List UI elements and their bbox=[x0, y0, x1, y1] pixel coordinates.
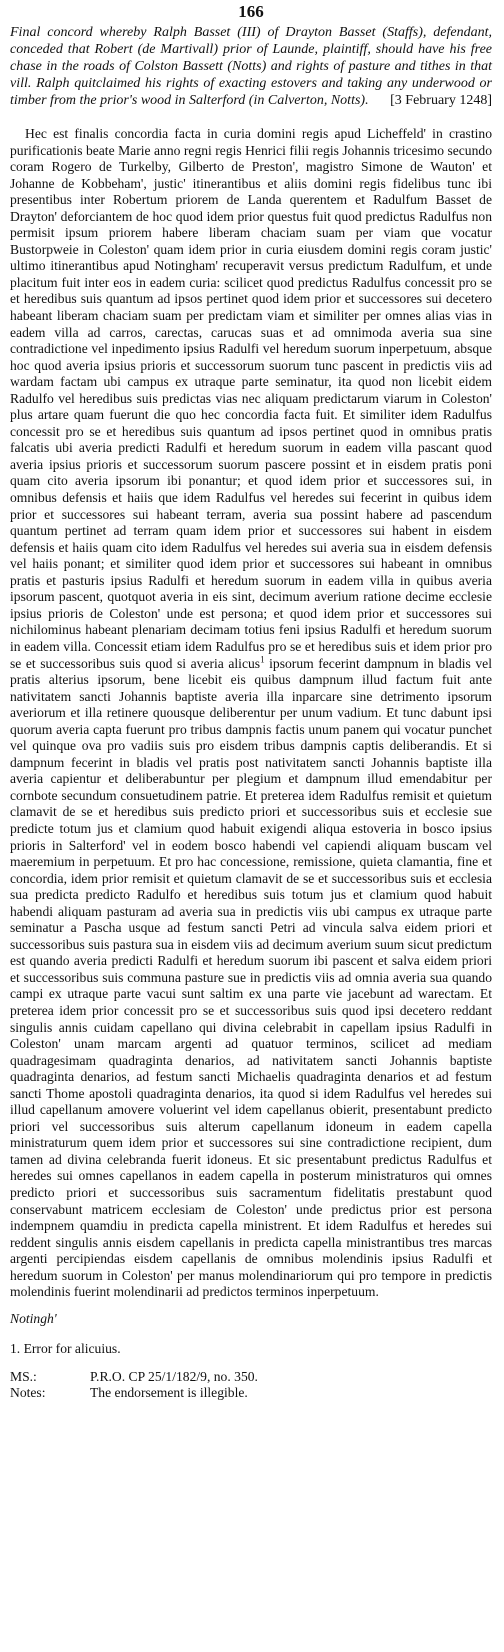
footnote-reference: 1 bbox=[260, 653, 265, 664]
notes-label: Notes: bbox=[10, 1384, 46, 1400]
source-metadata bbox=[10, 1369, 492, 1401]
ms-row bbox=[10, 1369, 492, 1385]
document-summary bbox=[10, 24, 492, 109]
document-date: [3 February 1248] bbox=[390, 93, 492, 108]
notes-row bbox=[10, 1385, 492, 1401]
ms-value: P.R.O. CP 25/1/182/9, no. 350. bbox=[90, 1368, 258, 1384]
charter-text bbox=[10, 126, 492, 1301]
notes-value: The endorsement is illegible. bbox=[90, 1384, 248, 1400]
footnote: 1. Error for alicuius. bbox=[10, 1340, 121, 1356]
charter-text-part-1: Hec est finalis concordia facta in curia domini regis apud Licheffeld' in crastino purificationis beate Marie anno regni regis Henrici filii regis Johannis tricesimo secundo coram Rogero de Turkelby, Gilberto de Preston', magistro Simone de Wauton' et Johanne de Kobbeham', justic' itinerantibus et aliis domini regis fidelibus tunc ibi presentibus inter Robertum priorem de Landa querentem et Radulfum Basset de Drayton' deforciantem de hoc quod idem prior questus fuit quod predictus Radulfus non permisit ipsum priorem habere liberam chaciam suam per viam que vocatur Bustorpweie in Coleston' quam idem prior in curia eiusdem domini regis coram justic' ultimo itinerantibus apud Notingham' recuperavit versus predictum Radulfum, et unde placitum fuit inter eos in eadem curia: scilicet quod predictus Radulfus concessit pro se et heredibus suis quantum ad ipsos pertinet quod idem prior et successores sui decetero habeant liberam chaciam suam per predictam viam et similiter per omnes alias vias in eadem villa ad carros, carectas, carucas suas et ad omnimoda averia sua sine contradictione vel inpedimento ipsius Radulfi vel heredum suorum inperpetuum, absque hoc quod averia ipsius prioris et successorum suorum tunc pascent in predictis viis ad wardam factam ubi campus ex utraque parte seminatur, ita quod non licebit eidem Radulfo vel heredibus suis predictas vias nec aliquam predictarum viarum in Coleston' plus artare quam fuerunt die quo hec concordia facta fuit. Et similiter idem Radulfus concessit pro se et heredibus suis quantum ad ipsos pertinet quod in omnibus pratis falcatis ubi averia predicti Radulfi et heredum suorum in eadem villa pascant quod averia ipsius prioris et successorum suorum pascere possint et in eisdem pratis poni quam cito averia ipsorum ibi ponantur; et quod idem prior et successores sui, in omnibus defensis et haiis que idem Radulfus vel heredes sui fecerint in quibus idem prior et successores sui habeant terram, averia sua possint habere ad pascendum quantum pertinet ad terram quam idem prior et successores sui habent in eisdem defensis et haiis quam cito idem Radulfus vel heredes sui averia sua in eisdem defensis vel haiis ponant; et similiter quod idem prior et successores sui habeant in omnibus pratis et pasturis ipsius Radulfi et heredum suorum in eadem villa in quibus averia ipsorum pascent, quotquot averia in eis sint, decimum averium ratione decime ecclesie ipsius prioris de Coleston' unde est persona; et quod idem prior et successores sui nichilominus habeant plenariam decimam totius feni ipsius Radulfi et heredum suorum in eadem villa. Concessit etiam idem Radulfus pro se et heredibus suis et idem prior pro se et successoribus suis quod si averia alicus bbox=[10, 126, 492, 671]
ms-label: MS.: bbox=[10, 1368, 37, 1384]
summary-text: Final concord whereby Ralph Basset (III) of Drayton Basset (Staffs), defendant, conceded that Robert (de Martivall) prior of Launde, plaintiff, should have his free chase in the roads of Colston Bassett (Notts) and rights of pasture and tithes in that vill. Ralph quitclaimed his rights of exacting estovers and taking any underwood or timber from the prior's wood in Salterford (in Calverton, Notts). bbox=[10, 25, 492, 108]
endorsement: Notingh' bbox=[10, 1310, 57, 1326]
page-number: 166 bbox=[238, 2, 264, 21]
charter-text-part-2: ipsorum fecerint dampnum in bladis vel pratis alterius ipsorum, bene licebit eis quibus dampnum illud factum fuit ante nativitatem sancti Johannis baptiste averia illa inparcare sine detrimento ipsorum averiorum et illa retinere quousque deliberentur per unum vadium. Et tunc dabunt ipsi quorum averia capta fuerunt pro tribus dampnis factis unum panem qui vocatur punchet vel quinque ova pro vadiis suis pro eisdem tribus dampnis captis deliberandis. Et si dampnum fecerint in bladis vel pratis post nativitatem sancti Johannis baptiste illa averia capientur et deliberabuntur per plegium et dampnum illud emendabitur per cornbote secundum consuetudinem patrie. Et preterea idem Radulfus remisit et quietum clamavit de se et heredibus suis predicto priori et successoribus suis et ecclesie sue predicte totum jus et clamium quod habuit exigendi aliqua estoveria in bosco ipsius prioris in Salterford' vel in eodem bosco habendi vel capiendi aliquam buscam vel maeremium in perpetuum. Et pro hac concessione, remissione, quieta clamantia, fine et concordia, idem prior remisit et quietum clamavit de se et successoribus suis et ecclesia sua predicta predicto Radulfo et heredibus suis totum jus et clamium quod habuit habendi aliquam pasturam ad averia sua in predictis viis ubi campus ex utraque parte seminatur a Pascha usque ad festum sancti Petri ad vincula salva eidem priori et successoribus suis pastura sua in eisdem viis ad decimum averium suum sicut predictum est quando averia predicti Radulfi et heredum suorum ibi pascent et salva eidem priori et successoribus suis communa pasture sue in predictis viis ad omnia averia sua quando campi ex utraque parte vacui sunt saltim ex una parte vie jacebunt ad warectam. Et preterea idem prior concessit pro se et successoribus suis quod ipsi decetero reddant singulis annis cuidam capellano qui divina celebrabit in capellam ipsius Radulfi in Coleston' unam marcam argenti ad quatuor terminos, scilicet ad mediam quadragesimam quadraginta denarios, ad nativitatem sancti Johannis baptiste quadraginta denarios, ad festum sancti Michaelis quadraginta denarios et ad festum sancti Thome apostoli quadraginta denarios, ita quod si idem Radulfus vel heredes sui illud capellanum amovere voluerint vel idem capellanus obierit, presentabunt predicto priori vel successoribus suis alterum capellanum idoneum in eadem capella ministraturum quem idem prior et successores sui sine contradictione recipient, dum tamen ad divina celebranda fuerit idoneus. Et sic presentabunt predictus Radulfus et heredes sui omnes capellanos in eadem capella in posterum ministraturos qui omnes predicto priori et successoribus suis sacramentum fidelitatis prestabunt quod conservabunt matricem ecclesiam de Coleston' unde predictus prior est persona indempnem quamdiu in predicta capella ministrent. Et idem Radulfus et heredes sui reddent singulis annis eisdem capellanis in predicta capella ministrantibus tres marcas argenti percipiendas eisdem capellanis de omnibus molendinis ipsius Radulfi et heredum suorum in Coleston' per manus molendinariorum qui pro tempore in predictis molendinis fuerint molendinarii ad predictos terminos inperpetuum. bbox=[10, 655, 492, 1300]
